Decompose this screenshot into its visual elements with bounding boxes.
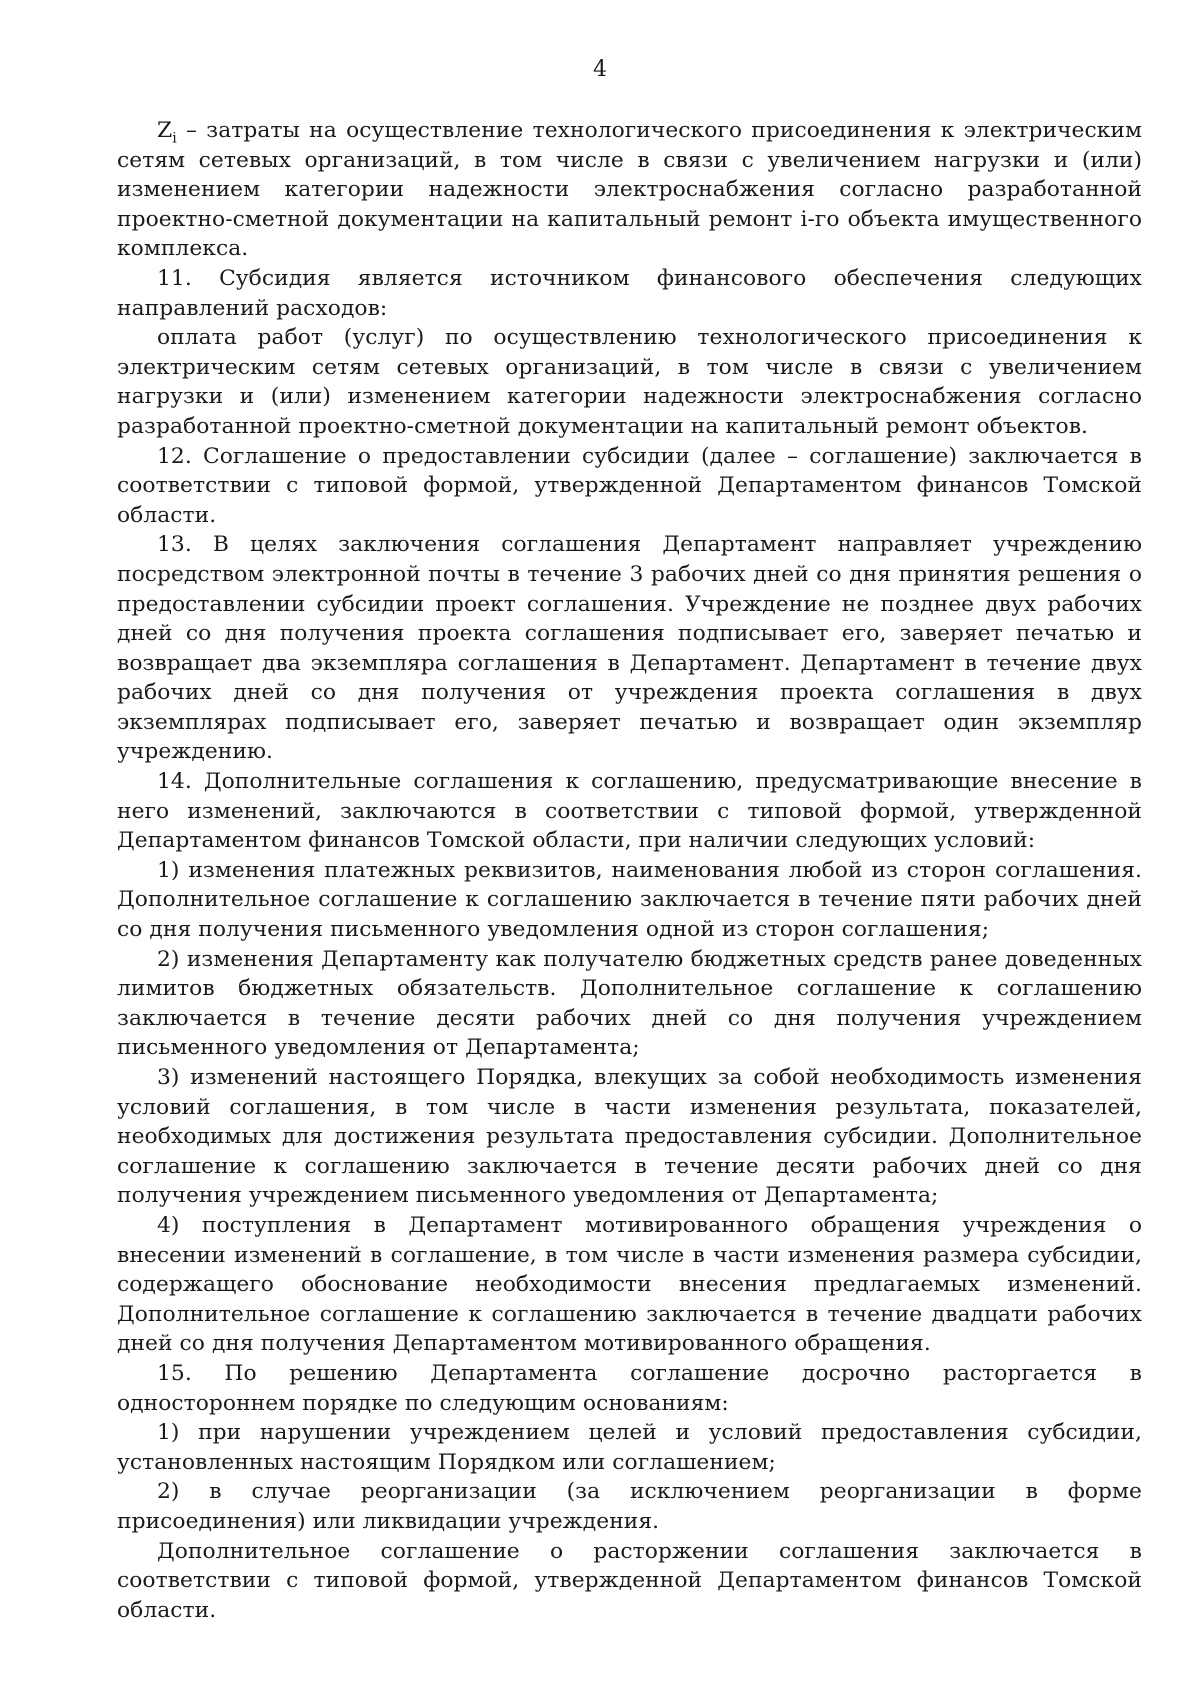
paragraph-14-item-1: 1) изменения платежных реквизитов, наименования любой из сторон соглашения. Дополнительное соглашение к соглашению заключается в течение пяти рабочих дней со дня получения письменного уведомления одной из сторон соглашения; bbox=[117, 857, 1142, 943]
paragraph-14-item-4: 4) поступления в Департамент мотивированного обращения учреждения о внесении изменений в соглашение, в том числе в части изменения размера субсидии, содержащего обоснование необходимости внесения предлагаемых изменений. Дополнительное соглашение к соглашению заключается в течение двадцати рабочих дней со дня получения Департаментом мотивированного обращения. bbox=[117, 1212, 1142, 1357]
paragraph-12: 12. Соглашение о предоставлении субсидии (далее – соглашение) заключается в соответствии с типовой формой, утвержденной Департаментом финансов Томской области. bbox=[117, 443, 1142, 528]
paragraph-15-item-2: 2) в случае реорганизации (за исключением реорганизации в форме присоединения) или ликвидации учреждения. bbox=[117, 1479, 1142, 1534]
paragraph-termination: Дополнительное соглашение о расторжении соглашения заключается в соответствии с типовой формой, утвержденной Департаментом финансов Томской области. bbox=[117, 1538, 1142, 1623]
zi-definition-text: – затраты на осуществление технологического присоединения к электрическим сетям сетевых организаций, в том числе в связи с увеличением нагрузки и (или) изменением категории надежности электроснабжения согласно разработанной проектно-сметной документации на капитальный ремонт i-го объекта имущественного комплекса. bbox=[117, 118, 1142, 262]
paragraph-13: 13. В целях заключения соглашения Департамент направляет учреждению посредством электронной почты в течение 3 рабочих дней со дня принятия решения о предоставлении субсидии проект соглашения. Учреждение не позднее двух рабочих дней со дня получения проекта соглашения подписывает его, заверяет печатью и возвращает два экземпляра соглашения в Департамент. Департамент в течение двух рабочих дней со дня получения от учреждения проекта соглашения в двух экземплярах подписывает его, заверяет печатью и возвращает один экземпляр учреждению. bbox=[117, 532, 1142, 765]
paragraph-14-item-3: 3) изменений настоящего Порядка, влекущих за собой необходимость изменения условий соглашения, в том числе в части изменения результата, показателей, необходимых для достижения результата предоставления субсидии. Дополнительное соглашение к соглашению заключается в течение десяти рабочих дней со дня получения учреждением письменного уведомления от Департамента; bbox=[117, 1065, 1142, 1209]
paragraph-14: 14. Дополнительные соглашения к соглашению, предусматривающие внесение в него изменений, заключаются в соответствии с типовой формой, утвержденной Департаментом финансов Томской области, при наличии следующих условий: bbox=[117, 769, 1142, 854]
page-number: 4 bbox=[593, 57, 607, 82]
paragraph-14-item-2: 2) изменения Департаменту как получателю бюджетных средств ранее доведенных лимитов бюджетных обязательств. Дополнительное соглашение к соглашению заключается в течение десяти рабочих дней со дня получения учреждением письменного уведомления от Департамента; bbox=[117, 946, 1142, 1061]
zi-symbol: Z bbox=[157, 118, 173, 143]
paragraph-15: 15. По решению Департамента соглашение досрочно расторгается в одностороннем порядке по следующим основаниям: bbox=[117, 1360, 1142, 1416]
paragraph-15-item-1: 1) при нарушении учреждением целей и условий предоставления субсидии, установленных настоящим Порядком или соглашением; bbox=[117, 1420, 1142, 1475]
document-body bbox=[117, 116, 1142, 1625]
paragraph-11-item: оплата работ (услуг) по осуществлению технологического присоединения к электрическим сетям сетевых организаций, в том числе в связи с увеличением нагрузки и (или) изменением категории надежности электроснабжения согласно разработанной проектно-сметной документации на капитальный ремонт объектов. bbox=[117, 325, 1142, 439]
paragraph-zi-definition bbox=[117, 116, 1142, 264]
zi-subscript: i bbox=[172, 130, 177, 147]
paragraph-11: 11. Субсидия является источником финансового обеспечения следующих направлений расходов: bbox=[117, 265, 1142, 321]
